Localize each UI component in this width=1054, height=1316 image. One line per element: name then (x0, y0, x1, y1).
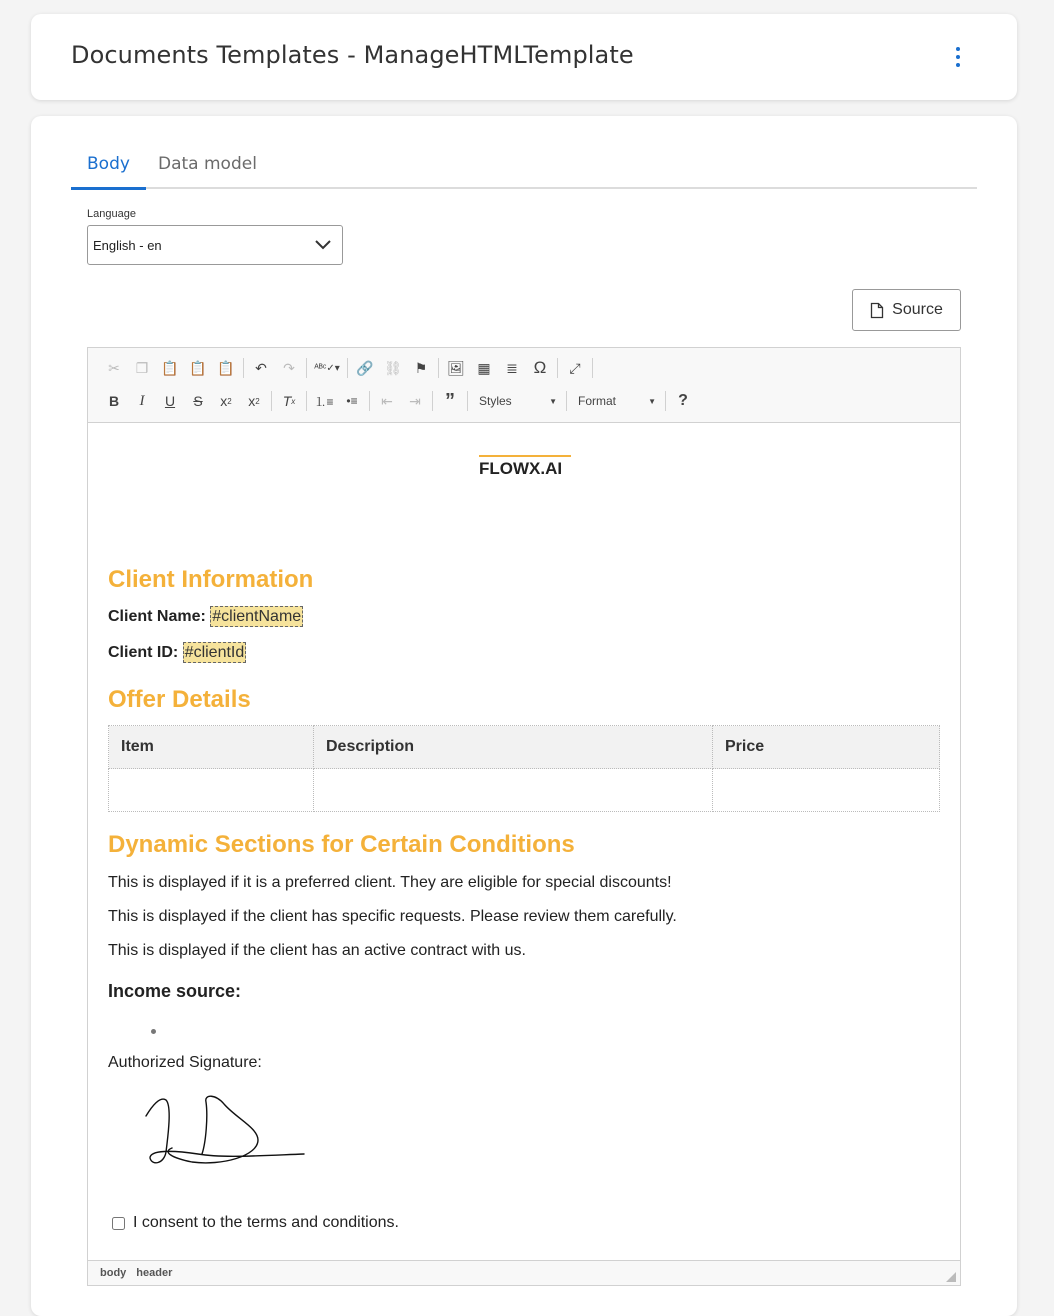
toolbar-separator (592, 358, 593, 378)
dynamic-line-preferred: This is displayed if it is a preferred client. They are eligible for special discounts! (108, 874, 672, 891)
editor-statusbar (88, 1260, 960, 1285)
language-label: Language (87, 208, 136, 220)
empty-list-bullet (151, 1029, 156, 1034)
toolbar-separator (557, 358, 558, 378)
source-button-label: Source (892, 301, 943, 318)
element-path-header[interactable]: header (136, 1267, 173, 1279)
editor-toolbar (88, 348, 960, 423)
client-name-label: Client Name: (108, 608, 206, 625)
editor-content[interactable] (88, 424, 960, 1260)
toolbar-separator (306, 358, 307, 378)
underline-icon[interactable]: U (164, 393, 176, 409)
table-cell[interactable] (109, 769, 314, 812)
undo-icon[interactable]: ↶ (255, 359, 267, 376)
table-icon[interactable]: ▦ (477, 359, 491, 376)
table-cell[interactable] (314, 769, 713, 812)
paste-from-word-icon[interactable]: 📋 (217, 359, 235, 376)
styles-dropdown-label: Styles (479, 394, 512, 408)
horizontal-line-icon[interactable]: ≣ (506, 359, 518, 376)
help-button[interactable]: ? (678, 392, 688, 409)
toolbar-separator (566, 391, 567, 411)
styles-dropdown[interactable] (471, 389, 563, 413)
logo-text: FLOWX.AI (479, 459, 563, 478)
offer-details-heading: Offer Details (108, 686, 251, 713)
toolbar-separator (347, 358, 348, 378)
tab-body[interactable]: Body (71, 146, 146, 190)
income-source-heading: Income source: (108, 981, 242, 1001)
spellcheck-icon[interactable]: ᴬᴮᶜ✓▾ (314, 362, 340, 374)
client-id-line (108, 644, 246, 662)
remove-format-icon[interactable]: T x (282, 393, 296, 409)
caret-down-icon: ▼ (648, 396, 656, 406)
dynamic-line-requests: This is displayed if the client has specific requests. Please review them carefully. (108, 908, 677, 925)
toolbar-row-1 (100, 354, 596, 382)
client-info-heading: Client Information (108, 566, 314, 593)
table-header-row (109, 726, 940, 769)
outdent-icon[interactable]: ⇤ (381, 392, 393, 409)
bulleted-list-icon[interactable]: •≡ (346, 394, 358, 408)
toolbar-separator (665, 391, 666, 411)
client-id-label: Client ID: (108, 644, 179, 661)
main-card (31, 116, 1017, 1316)
offer-table (108, 725, 940, 812)
table-header-item: Item (109, 726, 314, 769)
paste-icon[interactable]: 📋 (161, 359, 179, 376)
header-card (31, 14, 1017, 100)
page-title: Documents Templates - ManageHTMLTemplate (71, 41, 634, 69)
language-value: English - en (93, 237, 162, 253)
numbered-list-icon[interactable]: ⒈≡ (314, 394, 334, 409)
toolbar-separator (271, 391, 272, 411)
consent-label: I consent to the terms and conditions. (133, 1214, 399, 1231)
toolbar-separator (432, 391, 433, 411)
subscript-icon[interactable]: x 2 (220, 393, 232, 409)
element-path-body[interactable]: body (100, 1267, 127, 1279)
blockquote-icon[interactable]: ” (445, 389, 455, 412)
copy-icon[interactable]: ❐ (135, 359, 149, 376)
bold-icon[interactable]: B (108, 393, 120, 409)
format-dropdown[interactable] (570, 389, 662, 413)
toolbar-separator (306, 391, 307, 411)
table-cell[interactable] (713, 769, 940, 812)
more-vertical-icon[interactable] (948, 44, 968, 70)
toolbar-row-2 (100, 387, 697, 415)
client-name-placeholder[interactable]: #clientName (212, 608, 302, 625)
paste-text-icon[interactable]: 📋 (189, 359, 207, 376)
toolbar-separator (467, 391, 468, 411)
chevron-down-icon (314, 238, 332, 252)
indent-icon[interactable]: ⇥ (409, 392, 421, 409)
toolbar-separator (438, 358, 439, 378)
special-char-icon[interactable]: Ω (533, 358, 547, 377)
image-icon[interactable]: 🖼 (447, 359, 465, 376)
language-select[interactable] (87, 225, 343, 265)
source-button[interactable] (852, 289, 961, 331)
strike-icon[interactable]: S (193, 393, 203, 409)
italic-icon[interactable]: I (139, 392, 145, 409)
anchor-icon[interactable]: ⚑ (414, 359, 428, 376)
unlink-icon[interactable]: ⛓ (384, 359, 402, 376)
flowx-logo (478, 454, 572, 478)
file-icon (870, 302, 884, 319)
dynamic-sections-heading: Dynamic Sections for Certain Conditions (108, 831, 575, 858)
tab-bar (71, 146, 977, 189)
consent-checkbox[interactable] (112, 1217, 125, 1230)
link-icon[interactable]: 🔗 (356, 359, 374, 376)
cut-icon[interactable]: ✂ (108, 359, 120, 376)
table-header-price: Price (713, 726, 940, 769)
toolbar-separator (243, 358, 244, 378)
table-row (109, 769, 940, 812)
consent-row (112, 1214, 399, 1232)
signature-image (142, 1092, 307, 1172)
signature-label: Authorized Signature: (108, 1054, 262, 1071)
client-name-line (108, 608, 303, 626)
dynamic-line-contract: This is displayed if the client has an active contract with us. (108, 942, 526, 959)
resize-handle-icon[interactable] (946, 1272, 956, 1282)
redo-icon[interactable]: ↷ (283, 359, 295, 376)
rich-text-editor (87, 347, 961, 1286)
table-header-description: Description (314, 726, 713, 769)
tab-data-model[interactable]: Data model (158, 154, 257, 174)
client-id-placeholder[interactable]: #clientId (184, 644, 245, 661)
format-dropdown-label: Format (578, 394, 617, 408)
toolbar-separator (369, 391, 370, 411)
superscript-icon[interactable]: x 2 (248, 393, 260, 409)
maximize-icon[interactable]: ⤢ (569, 359, 581, 376)
caret-down-icon: ▼ (549, 396, 557, 406)
